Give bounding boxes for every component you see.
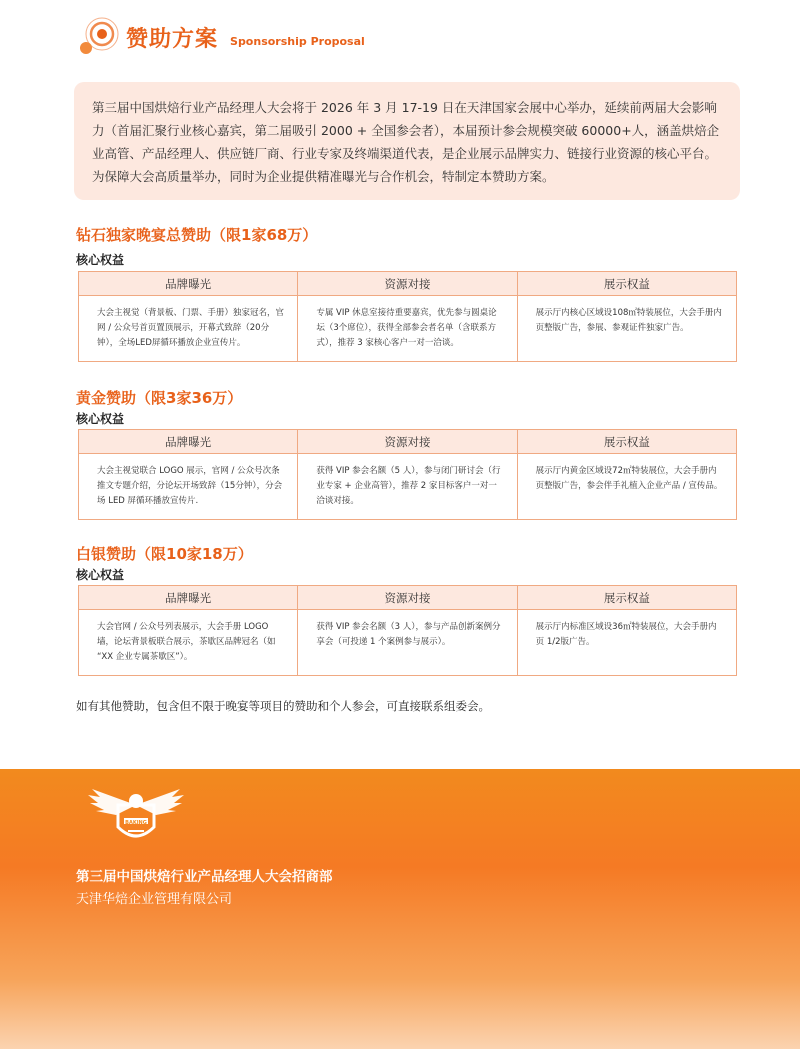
footer-banner [0, 769, 800, 1049]
tier-title: 黄金赞助（限3家36万） [76, 389, 243, 407]
tier-subtitle: 核心权益 [76, 412, 125, 426]
tier-title: 钻石独家晚宴总赞助（限1家68万） [76, 226, 318, 244]
column-header: 资源对接 [298, 586, 517, 610]
page-header [76, 14, 365, 60]
table-cell: 展示厅内黄金区域设72㎡特装展位，大会手册内页整版广告，参会伴手礼植入企业产品 / 宣传品。 [517, 454, 736, 520]
page-subtitle: Sponsorship Proposal [230, 34, 365, 48]
table-header-row [79, 586, 737, 610]
emblem-text: BAKING [125, 820, 147, 826]
table-cell: 大会主视觉联合 LOGO 展示，官网 / 公众号次条推文专题介绍，分论坛开场致辞（15分钟），分会场 LED 屏循环播放宣传片. [79, 454, 298, 520]
table-header-row [79, 272, 737, 296]
tier-subtitle: 核心权益 [76, 253, 125, 267]
column-header: 品牌曝光 [79, 272, 298, 296]
column-header: 展示权益 [517, 272, 736, 296]
eagle-emblem-icon [84, 783, 188, 849]
column-header: 资源对接 [298, 430, 517, 454]
column-header: 品牌曝光 [79, 430, 298, 454]
intro-box [74, 82, 740, 200]
table-cell: 大会主视觉（背景板、门票、手册）独家冠名，官网 / 公众号首页置顶展示，开幕式致辞（20分钟），全场LED屏循环播放企业宣传片。 [79, 296, 298, 362]
table-cell: 展示厅内标准区域设36㎡特装展位，大会手册内页 1/2版广告。 [517, 610, 736, 676]
table-cell: 专属 VIP 休息室接待重要嘉宾，优先参与圆桌论坛（3个席位），获得全部参会者名单（含联系方式），推荐 3 家核心客户一对一洽谈。 [298, 296, 517, 362]
table-header-row [79, 430, 737, 454]
benefits-table [78, 271, 737, 362]
tier-silver [76, 543, 740, 662]
column-header: 展示权益 [517, 430, 736, 454]
page-title: 赞助方案 [126, 26, 219, 52]
column-header: 展示权益 [517, 586, 736, 610]
table-row [79, 454, 737, 520]
footnote: 如有其他赞助，包含但不限于晚宴等项目的赞助和个人参会，可直接联系组委会。 [76, 699, 490, 713]
table-row [79, 296, 737, 362]
table-row [79, 610, 737, 676]
tier-gold [76, 387, 740, 506]
column-header: 资源对接 [298, 272, 517, 296]
benefits-table [78, 585, 737, 676]
column-header: 品牌曝光 [79, 586, 298, 610]
organizer-company: 天津华焙企业管理有限公司 [76, 892, 233, 907]
tier-subtitle: 核心权益 [76, 568, 125, 582]
table-cell: 获得 VIP 参会名额（3 人），参与产品创新案例分享会（可投递 1 个案例参与展示）。 [298, 610, 517, 676]
tier-diamond [76, 224, 740, 348]
tier-title: 白银赞助（限10家18万） [76, 545, 253, 563]
benefits-table [78, 429, 737, 520]
circles-logo-icon [76, 14, 122, 60]
table-cell: 展示厅内核心区域设108㎡特装展位，大会手册内页整版广告，参展、参观证件独家广告。 [517, 296, 736, 362]
table-cell: 获得 VIP 参会名额（5 人），参与闭门研讨会（行业专家 + 企业高管），推荐 2 家目标客户一对一洽谈对接。 [298, 454, 517, 520]
table-cell: 大会官网 / 公众号列表展示，大会手册 LOGO 墙，论坛背景板联合展示，茶歇区品牌冠名（如 “XX 企业专属茶歇区”）。 [79, 610, 298, 676]
intro-text: 第三届中国烘焙行业产品经理人大会将于 2026 年 3 月 17-19 日在天津国家会展中心举办，延续前两届大会影响力（首届汇聚行业核心嘉宾，第二届吸引 2000 + 全国参会者），本届预计参会规模突破 60000+人，涵盖烘焙企业高管、产品经理人、供应链厂商、行业专家及终端渠道代表，是企业展示品牌实力、链接行业资源的核心平台。为保障大会高质量举办，同时为企业提供精准曝光与合作机会，特制定本赞助方案。 [92, 100, 720, 184]
organizer-department: 第三届中国烘焙行业产品经理人大会招商部 [76, 869, 333, 885]
